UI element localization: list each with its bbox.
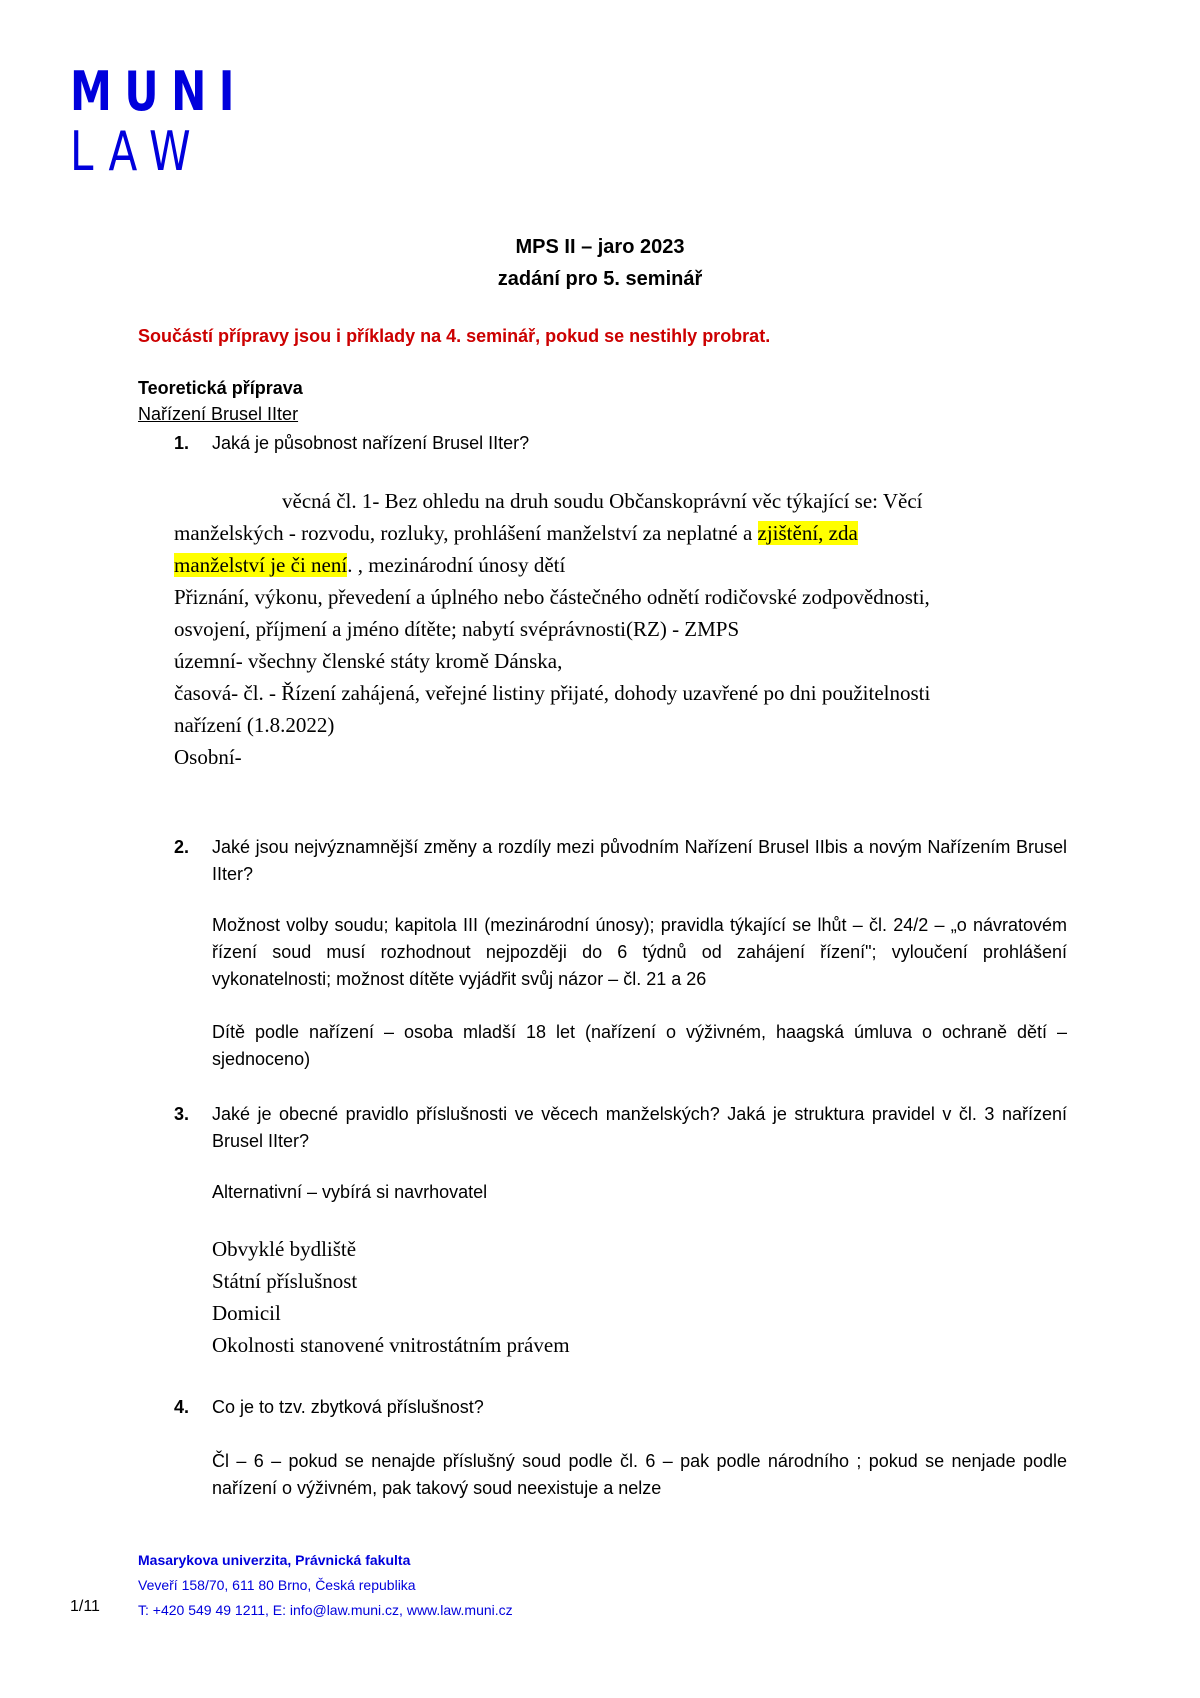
preparation-notice: Součástí přípravy jsou i příklady na 4. seminář, pokud se nestihly probrat.: [138, 326, 771, 346]
question-text: Jaké je obecné pravidlo příslušnosti ve věcech manželských? Jaká je struktura pravidel v čl. 3 nařízení Brusel IIter?: [212, 1104, 1067, 1151]
question-number: 2.: [174, 837, 190, 857]
footer-organization: Masarykova univerzita, Právnická fakulta: [138, 1552, 411, 1568]
logo-line-law: LAW: [70, 120, 205, 183]
answer-3-intro: Alternativní – vybírá si navrhovatel: [212, 1182, 488, 1202]
highlighted-text: manželství je či není: [174, 553, 348, 577]
question-text: Jaké jsou nejvýznamnější změny a rozdíly mezi původním Nařízení Brusel IIbis a novým Nařízením Brusel IIter?: [212, 837, 1067, 884]
page-subtitle: zadání pro 5. seminář: [497, 268, 703, 290]
footer-contact: T: +420 549 49 1211, E: info@law.muni.cz, www.law.muni.cz: [138, 1602, 513, 1618]
page-title: MPS II – jaro 2023: [515, 236, 685, 258]
answer-1-line: osvojení, příjmení a jméno dítěte; nabytí svéprávnosti(RZ) - ZMPS: [174, 617, 740, 641]
answer-2-paragraph: Možnost volby soudu; kapitola III (mezinárodní únosy); pravidla týkající se lhůt – čl. 24/2 – „o návratovém řízení soud musí rozhodnout nejpozději do 6 týdnů od zahájení řízení"; vyloučení prohlášení vykonatelnosti; možnost dítěte vyjádřit svůj názor – čl. 21 a 26: [212, 915, 1067, 989]
answer-3-item: Státní příslušnost: [212, 1269, 358, 1293]
page-number: 1/11: [70, 1598, 100, 1615]
footer: [138, 1548, 513, 1623]
answer-1-line: nařízení (1.8.2022): [174, 713, 335, 737]
answer-1-line: Přiznání, výkonu, převedení a úplného nebo částečného odnětí rodičovské zodpovědnosti,: [174, 585, 930, 609]
answer-1-line: časová- čl. - Řízení zahájená, veřejné listiny přijaté, dohody uzavřené po dni použitelnosti: [174, 681, 931, 705]
answer-3-item: Okolnosti stanovené vnitrostátním právem: [212, 1333, 570, 1357]
answer-1-line: územní- všechny členské státy kromě Dánska,: [174, 649, 563, 673]
answer-2-paragraph: Dítě podle nařízení – osoba mladší 18 let (nařízení o výživném, haagská úmluva o ochraně dětí – sjednoceno): [212, 1022, 1067, 1069]
answer-4-paragraph: Čl – 6 – pokud se nenajde příslušný soud podle čl. 6 – pak podle národního ; pokud se nenjade podle nařízení o výživném, pak takový soud neexistuje a nelze: [212, 1451, 1067, 1498]
section-subheading: Nařízení Brusel IIter: [138, 404, 299, 424]
answer-1-line: věcná čl. 1- Bez ohledu na druh soudu Občanskoprávní věc týkající se: Věcí: [282, 489, 923, 513]
footer-address: Veveří 158/70, 611 80 Brno, Česká republika: [138, 1577, 416, 1593]
answer-1-line: [174, 549, 565, 581]
question-text: Jaká je působnost nařízení Brusel IIter?: [212, 433, 530, 453]
answer-3-item: Domicil: [212, 1301, 281, 1325]
question-number: 1.: [174, 433, 190, 453]
section-heading: Teoretická příprava: [138, 378, 303, 398]
answer-1-line: [174, 517, 1072, 549]
muni-law-logo: [70, 62, 297, 182]
highlighted-text: zjištění, zda: [757, 521, 858, 545]
question-number: 4.: [174, 1397, 190, 1417]
answer-1-text: manželských - rozvodu, rozluky, prohlášení manželství za neplatné a: [174, 521, 758, 545]
question-number: 3.: [174, 1104, 190, 1124]
question-text: Co je to tzv. zbytková příslušnost?: [212, 1397, 484, 1417]
answer-3-item: Obvyklé bydliště: [212, 1237, 357, 1261]
logo-line-muni: MUNI: [70, 60, 247, 123]
answer-1-text: . , mezinárodní únosy dětí: [347, 553, 566, 577]
answer-1-line: Osobní-: [174, 745, 242, 769]
